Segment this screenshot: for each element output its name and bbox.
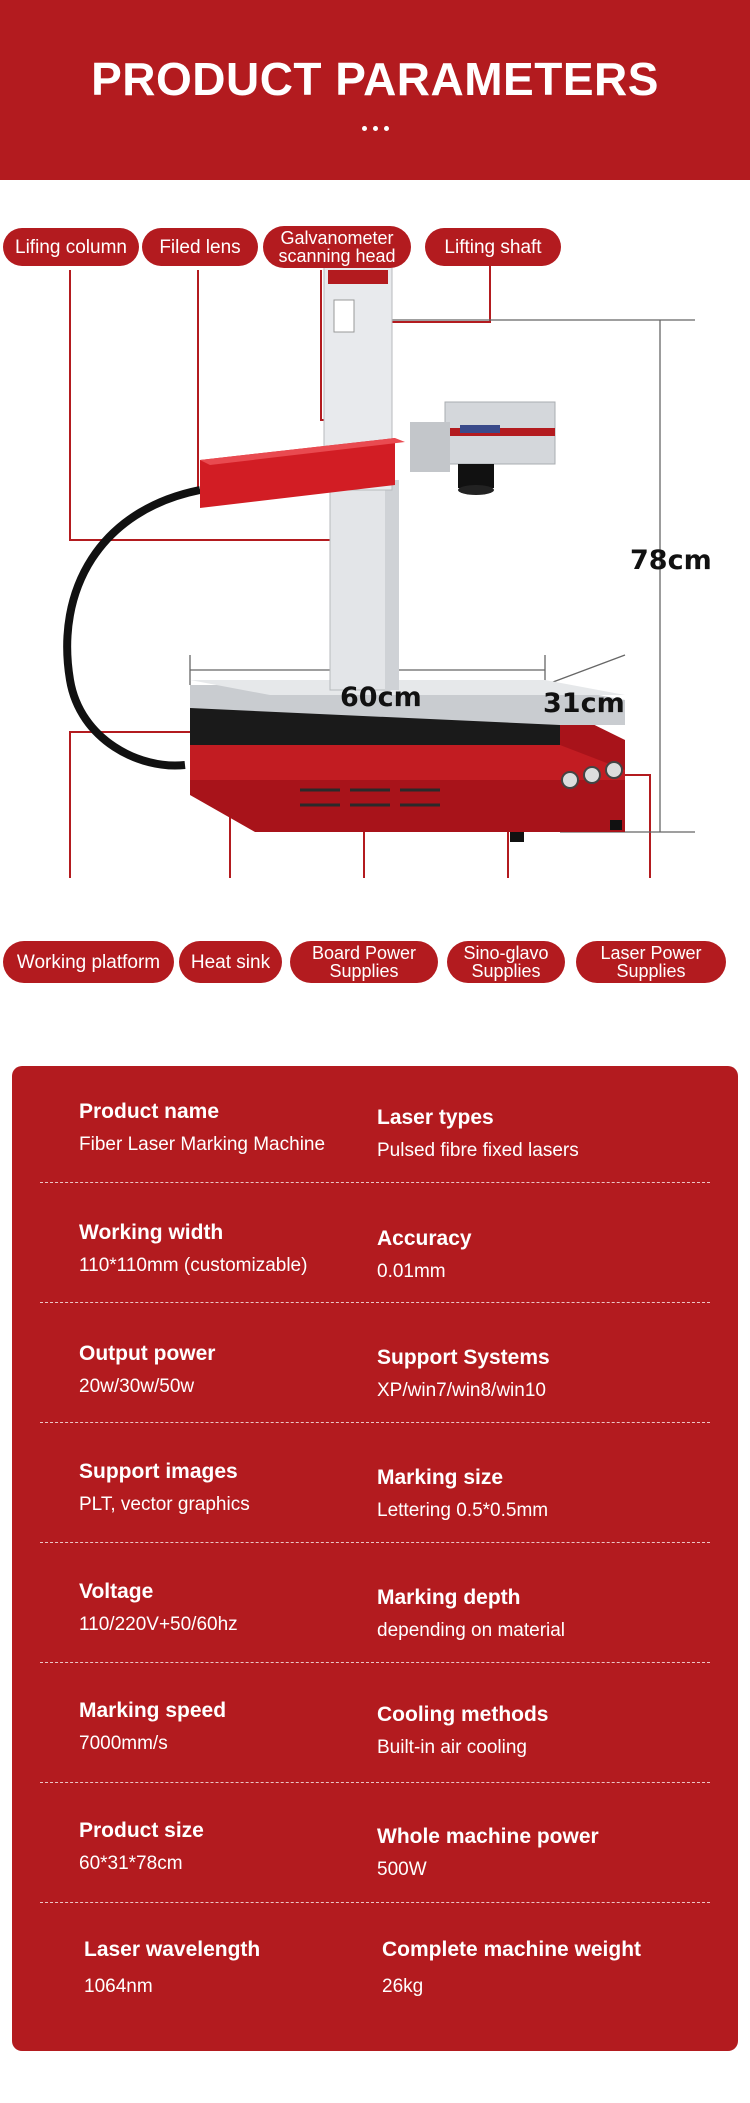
- spec-left: [79, 1221, 307, 1277]
- spec-row: [12, 1342, 738, 1462]
- spec-label: Product name: [79, 1100, 220, 1123]
- divider: [40, 1182, 710, 1183]
- spec-value: 7000mm/s: [79, 1733, 168, 1754]
- label-filed-lens: Filed lens: [142, 228, 258, 266]
- label-lifting-shaft: Lifting shaft: [425, 228, 561, 266]
- spec-label: Support images: [79, 1460, 238, 1483]
- spec-label: Laser wavelength: [84, 1938, 261, 1961]
- spec-label: Marking size: [377, 1466, 504, 1489]
- spec-value: depending on material: [377, 1620, 566, 1641]
- divider: [40, 1902, 710, 1903]
- divider: [40, 1782, 710, 1783]
- specs-panel: [12, 1066, 738, 2051]
- spec-label: Complete machine weight: [382, 1938, 642, 1961]
- divider: [40, 1662, 710, 1663]
- divider: [40, 1422, 710, 1423]
- spec-right: [377, 1346, 550, 1402]
- spec-value: Built-in air cooling: [377, 1737, 527, 1758]
- spec-value: 110/220V+50/60hz: [79, 1614, 238, 1635]
- spec-right: [377, 1227, 472, 1283]
- spec-label: Output power: [79, 1342, 216, 1365]
- spec-label: Product size: [79, 1819, 204, 1842]
- spec-left: [79, 1460, 250, 1516]
- spec-row: [12, 1460, 738, 1580]
- spec-value: 1064nm: [84, 1976, 153, 1997]
- spec-right: [377, 1703, 549, 1759]
- dimension-length: 60cm: [340, 682, 422, 713]
- spec-row: [12, 1819, 738, 1939]
- spec-row: [12, 1938, 738, 2058]
- spec-right: [377, 1466, 548, 1522]
- dimension-width: 31cm: [543, 688, 625, 719]
- spec-row: [12, 1580, 738, 1700]
- spec-left: [79, 1100, 325, 1156]
- spec-label: Cooling methods: [377, 1703, 549, 1726]
- label-lifting-column: Lifing column: [3, 228, 139, 266]
- spec-label: Marking depth: [377, 1586, 521, 1609]
- machine-diagram: [0, 180, 750, 1020]
- dimension-height: 78cm: [630, 545, 712, 576]
- spec-label: Support Systems: [377, 1346, 550, 1369]
- label-heat-sink: Heat sink: [179, 941, 282, 983]
- spec-value: 110*110mm (customizable): [79, 1255, 308, 1276]
- spec-label: Accuracy: [377, 1227, 472, 1250]
- spec-right: [377, 1825, 599, 1881]
- spec-left: [84, 1938, 260, 1998]
- spec-value: PLT, vector graphics: [79, 1494, 250, 1515]
- spec-row: [12, 1221, 738, 1341]
- spec-row: [12, 1100, 738, 1220]
- spec-left: [79, 1819, 204, 1875]
- divider: [40, 1302, 710, 1303]
- spec-right: [382, 1938, 641, 1998]
- spec-value: Pulsed fibre fixed lasers: [377, 1140, 579, 1161]
- spec-row: [12, 1699, 738, 1819]
- spec-value: 500W: [377, 1859, 427, 1880]
- spec-label: Marking speed: [79, 1699, 227, 1722]
- spec-value: 20w/30w/50w: [79, 1376, 195, 1397]
- spec-value: 26kg: [382, 1976, 424, 1997]
- label-sino-glavo-supplies: Sino-glavo Supplies: [447, 941, 565, 983]
- spec-label: Laser types: [377, 1106, 494, 1129]
- spec-value: Lettering 0.5*0.5mm: [377, 1500, 549, 1521]
- spec-label: Working width: [79, 1221, 224, 1244]
- label-working-platform: Working platform: [3, 941, 174, 983]
- header-banner: [0, 0, 750, 180]
- spec-label: Voltage: [79, 1580, 154, 1603]
- label-board-power-supplies: Board Power Supplies: [290, 941, 438, 983]
- title-dots: [0, 118, 750, 136]
- spec-value: XP/win7/win8/win10: [377, 1380, 546, 1401]
- spec-left: [79, 1699, 226, 1755]
- spec-right: [377, 1106, 579, 1162]
- label-laser-power-supplies: Laser Power Supplies: [576, 941, 726, 983]
- spec-left: [79, 1580, 238, 1636]
- spec-left: [79, 1342, 215, 1398]
- label-galvanometer-scanning-head: Galvanometer scanning head: [263, 226, 411, 268]
- divider: [40, 1542, 710, 1543]
- machine-illustration: [0, 180, 750, 1020]
- spec-value: 0.01mm: [377, 1261, 446, 1282]
- page-title: PRODUCT PARAMETERS: [91, 53, 659, 105]
- spec-value: 60*31*78cm: [79, 1853, 183, 1874]
- spec-value: Fiber Laser Marking Machine: [79, 1134, 326, 1155]
- spec-right: [377, 1586, 565, 1642]
- spec-label: Whole machine power: [377, 1825, 599, 1848]
